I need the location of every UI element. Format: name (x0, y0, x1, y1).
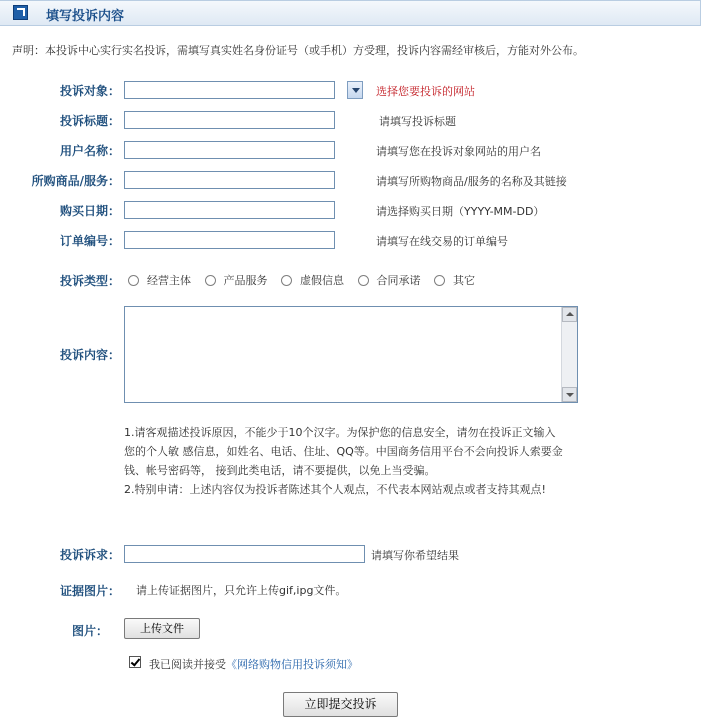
date-input[interactable] (124, 201, 335, 219)
username-input[interactable] (124, 141, 335, 159)
title-label: 投诉标题： (59, 114, 120, 128)
type-label: 投诉类型： (59, 274, 120, 288)
chevron-down-icon[interactable] (347, 81, 363, 99)
agree-checkbox[interactable] (129, 656, 141, 668)
type-option[interactable]: 合同承诺 (358, 272, 421, 288)
type-option[interactable]: 其它 (434, 272, 475, 288)
terms-link[interactable]: 《网络购物信用投诉须知》 (226, 658, 358, 671)
content-notes (124, 423, 564, 499)
section-title: 填写投诉内容 (46, 9, 125, 24)
notice-text: 声明：本投诉中心实行实名投诉，需填写真实姓名身份证号（或手机）方受理，投诉内容需经审核后，方能对外公布。 (12, 44, 584, 57)
date-label: 购买日期： (59, 204, 120, 218)
title-input[interactable] (124, 111, 335, 129)
type-radio-group (128, 272, 485, 288)
section-header (0, 0, 701, 26)
radio-icon[interactable] (128, 275, 139, 286)
appeal-label: 投诉诉求： (59, 548, 120, 562)
target-select[interactable] (124, 81, 335, 99)
content-label: 投诉内容： (59, 348, 120, 362)
note-item: 2.特别申请：上述内容仅为投诉者陈述其个人观点，不代表本网站观点或者支持其观点! (124, 483, 546, 496)
submit-button[interactable]: 立即提交投诉 (283, 692, 398, 717)
evidence-label: 证据图片： (59, 584, 120, 598)
product-hint: 请填写所购物商品/服务的名称及其链接 (376, 175, 567, 188)
order-hint: 请填写在线交易的订单编号 (376, 235, 508, 248)
target-hint: 选择您要投诉的网站 (376, 85, 475, 98)
target-label: 投诉对象： (59, 84, 120, 98)
radio-icon[interactable] (205, 275, 216, 286)
evidence-hint: 请上传证据图片，只允许上传gif,ipg文件。 (136, 584, 347, 597)
scroll-down-icon[interactable] (562, 387, 577, 402)
radio-icon[interactable] (434, 275, 445, 286)
username-label: 用户名称： (59, 144, 120, 158)
date-hint: 请选择购买日期（YYYY-MM-DD） (376, 205, 545, 218)
scroll-up-icon[interactable] (562, 307, 577, 322)
content-textarea[interactable] (124, 306, 578, 403)
upload-file-button[interactable]: 上传文件 (124, 618, 200, 639)
agree-text: 我已阅读并接受《网络购物信用投诉须知》 (149, 658, 358, 671)
content-scrollbar[interactable] (561, 307, 577, 402)
product-input[interactable] (124, 171, 335, 189)
type-option[interactable]: 经营主体 (128, 272, 191, 288)
order-input[interactable] (124, 231, 335, 249)
type-option[interactable]: 产品服务 (205, 272, 268, 288)
edit-icon (13, 5, 28, 20)
appeal-input[interactable] (124, 545, 365, 563)
radio-icon[interactable] (281, 275, 292, 286)
radio-icon[interactable] (358, 275, 369, 286)
username-hint: 请填写您在投诉对象网站的用户名 (376, 145, 541, 158)
appeal-hint: 请填写你希望结果 (371, 549, 459, 562)
order-label: 订单编号： (59, 234, 120, 248)
type-option[interactable]: 虚假信息 (281, 272, 344, 288)
image-label: 图片： (71, 624, 108, 638)
title-hint: 请填写投诉标题 (379, 115, 456, 128)
note-item: 1.请客观描述投诉原因，不能少于10个汉字。为保护您的信息安全，请勿在投诉正文输入您的个人敏 感信息，如姓名、电话、住址、QQ等。中国商务信用平台不会向投诉人索要金钱、帐号密码等， 接到此类电话，请不要提供，以免上当受骗。 (124, 426, 563, 477)
product-label: 所购商品/服务： (31, 174, 120, 188)
